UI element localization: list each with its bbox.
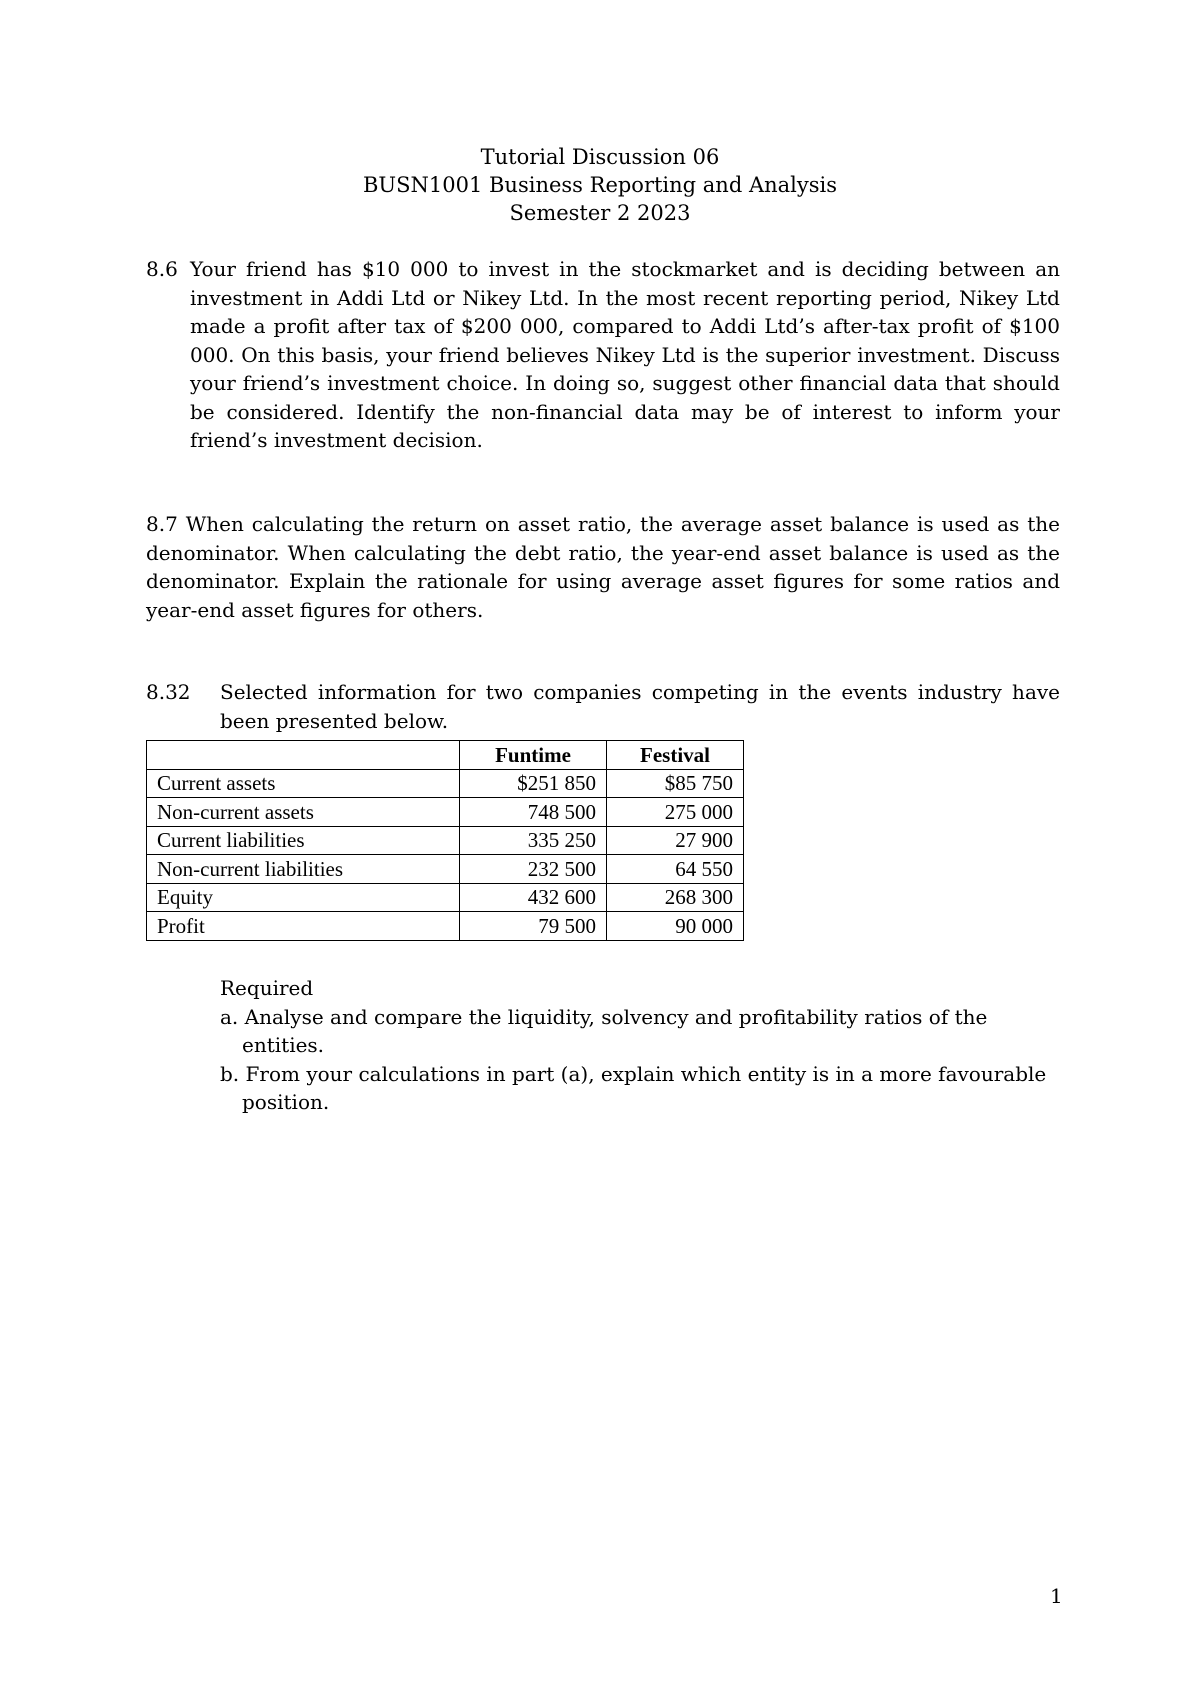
festival-value: $85 750 — [607, 769, 744, 798]
table-row — [147, 883, 744, 912]
header-title: Tutorial Discussion 06 — [480, 145, 720, 169]
header-semester: Semester 2 2023 — [509, 201, 691, 225]
question-text: 8.7 When calculating the return on asset ratio, the average asset balance is used as the denominator. When calculating the debt ratio, the year-end asset balance is used as the denominator. Explain the rationale for using average asset figures for some ratios and year-end asset figures for others. — [146, 512, 1060, 622]
table-row — [147, 769, 744, 798]
funtime-value: 79 500 — [460, 912, 607, 941]
page-number: 1 — [1050, 1584, 1063, 1608]
festival-value: 64 550 — [607, 855, 744, 884]
question-8-7 — [146, 510, 1060, 624]
funtime-value: 432 600 — [460, 883, 607, 912]
table-row — [147, 798, 744, 827]
table-row — [147, 826, 744, 855]
question-number: 8.6 — [146, 257, 178, 281]
funtime-value: 232 500 — [460, 855, 607, 884]
table-row — [147, 912, 744, 941]
question-text: Selected information for two companies competing in the events industry have been presented below. — [220, 680, 1060, 733]
table-header-row — [147, 741, 744, 770]
table-header-festival: Festival — [607, 741, 744, 770]
question-8-6 — [146, 255, 1060, 455]
festival-value: 27 900 — [607, 826, 744, 855]
festival-value: 275 000 — [607, 798, 744, 827]
document-header — [0, 143, 1200, 227]
required-item-a: a. Analyse and compare the liquidity, solvency and profitability ratios of the entities. — [220, 1004, 988, 1057]
table-row — [147, 855, 744, 884]
row-label: Equity — [147, 883, 460, 912]
required-item-b: b. From your calculations in part (a), explain which entity is in a more favourable position. — [220, 1061, 1047, 1114]
row-label: Current liabilities — [147, 826, 460, 855]
row-label: Non-current liabilities — [147, 855, 460, 884]
festival-value: 268 300 — [607, 883, 744, 912]
row-label: Non-current assets — [147, 798, 460, 827]
financial-data-table — [146, 740, 744, 941]
funtime-value: 748 500 — [460, 798, 607, 827]
festival-value: 90 000 — [607, 912, 744, 941]
funtime-value: $251 850 — [460, 769, 607, 798]
table-header-funtime: Funtime — [460, 741, 607, 770]
question-number: 8.32 — [146, 680, 191, 704]
row-label: Current assets — [147, 769, 460, 798]
required-section — [220, 974, 1060, 1117]
row-label: Profit — [147, 912, 460, 941]
header-course: BUSN1001 Business Reporting and Analysis — [362, 173, 838, 197]
table-header-blank — [147, 741, 460, 770]
funtime-value: 335 250 — [460, 826, 607, 855]
question-8-32 — [146, 678, 1060, 735]
question-text: Your friend has $10 000 to invest in the stockmarket and is deciding between an investment in Addi Ltd or Nikey Ltd. In the most recent reporting period, Nikey Ltd made a profit after tax of $200 000, compared to Addi Ltd’s after-tax profit of $100 000. On this basis, your friend believes Nikey Ltd is the superior investment. Discuss your friend’s investment choice. In doing so, suggest other financial data that should be considered. Identify the non-financial data may be of interest to inform your friend’s investment decision. — [190, 257, 1060, 452]
required-title: Required — [220, 976, 314, 1000]
